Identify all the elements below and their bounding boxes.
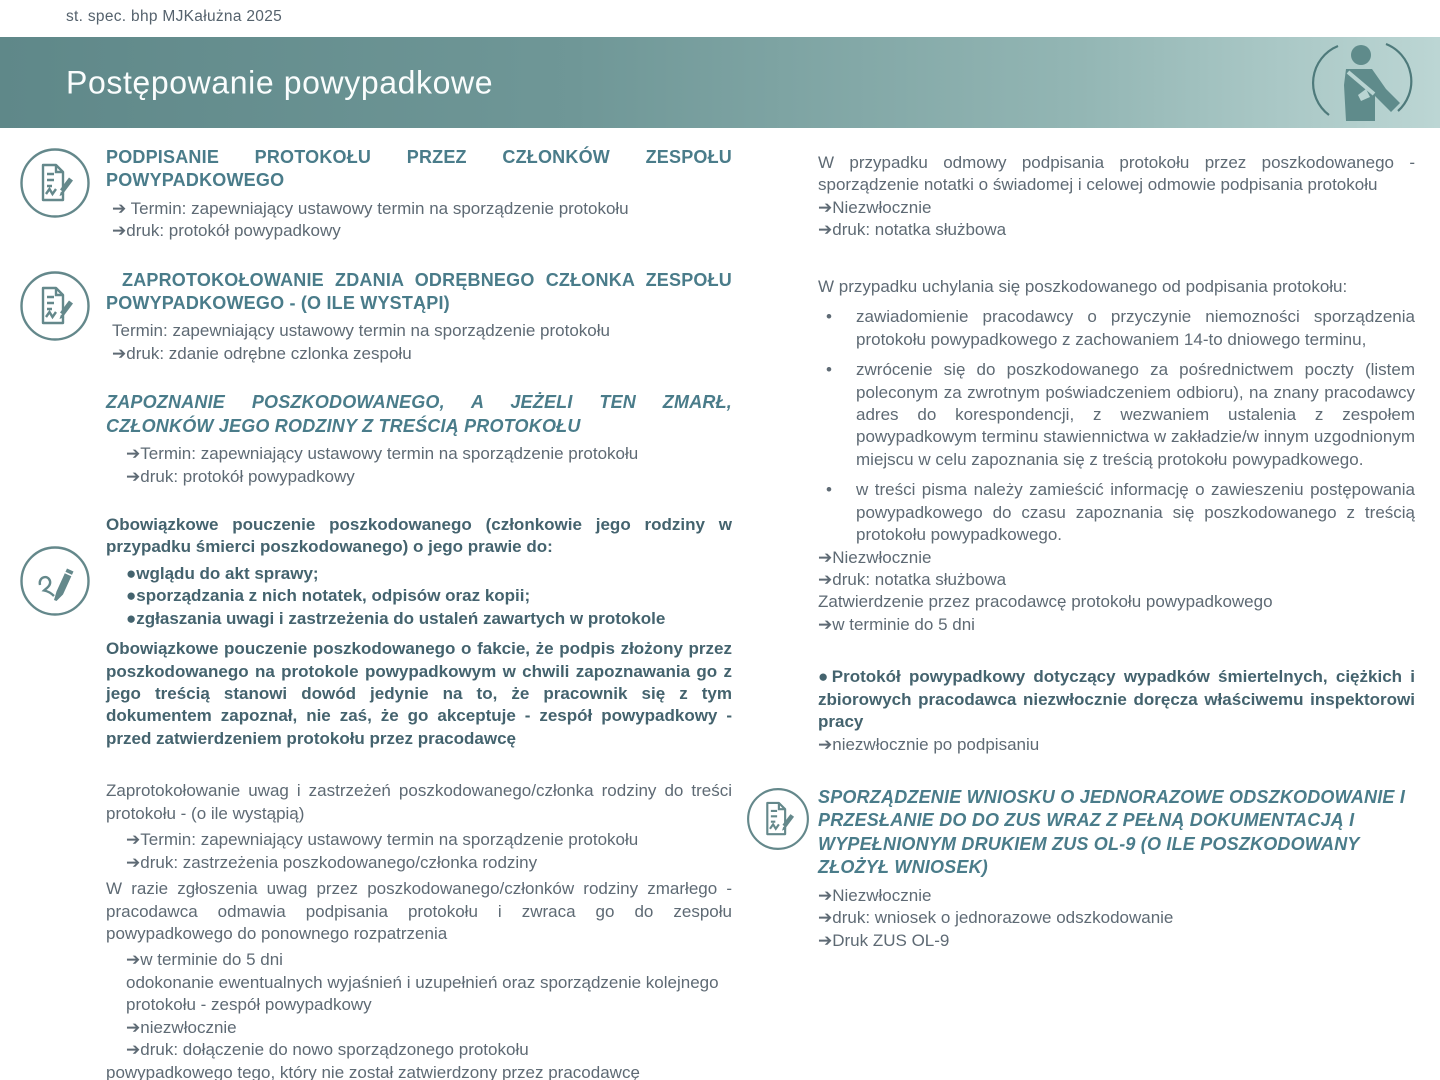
term-line: Termin: zapewniający ustawowy termin na sporządzenie protokołu <box>112 321 610 341</box>
arrow-line: ➔niezwłocznie <box>126 1017 237 1037</box>
section-heading: SPORZĄDZENIE WNIOSKU O JEDNORAZOWE ODSZKODOWANIE I PRZESŁANIE DO DO ZUS WRAZ Z PEŁNĄ DOKUMENTACJĄ I WYPEŁNIONYM DRUKIEM ZUS OL-9 (O ILE POSZKODOWANY ZŁOŻYŁ WNIOSEK) <box>818 787 1406 878</box>
druk-line: ➔druk: wniosek o jednorazowe odszkodowanie <box>818 908 1174 928</box>
bullet-marker: • <box>826 480 832 500</box>
paragraph: Zatwierdzenie przez pracodawcę protokołu powypadkowego <box>818 592 1273 612</box>
title-band <box>0 37 1440 128</box>
list-item <box>818 359 1415 471</box>
arrow-line: ➔Niezwłocznie <box>818 197 932 217</box>
term-line: ➔ Termin: zapewniający ustawowy termin na sporządzenie protokołu <box>112 198 629 218</box>
druk-line: ➔druk: protokół powypadkowy <box>126 466 355 486</box>
section-heading: ZAPROTOKOŁOWANIE ZDANIA ODRĘBNEGO CZŁONKA ZESPOŁU POWYPADKOWEGO - (O ILE WYSTĄPI) <box>106 269 732 314</box>
term-line: ➔Termin: zapewniający ustawowy termin na sporządzenie protokołu <box>126 444 639 464</box>
paragraph: ●Protokół powypadkowy dotyczący wypadków śmiertelnych, ciężkich i zbiorowych pracodawca niezwłocznie doręcza właściwemu inspektorowi pracy <box>818 667 1415 732</box>
right-column <box>745 152 1415 952</box>
section-obowiazkowe-pouczenie <box>18 514 732 750</box>
bullet-text: w treści pisma należy zamieścić informację o zawieszeniu postępowania powypadkowego do czasu zapoznania się poszkodowanego z treścią protokołu powypadkowego. <box>856 480 1415 545</box>
sub-bullet-line: odokonanie ewentualnych wyjaśnień i uzupełnień oraz sporządzenie kolejnego protokołu - zespół powypadkowy <box>126 972 719 1015</box>
paragraph: Zaprotokołowanie uwag i zastrzeżeń poszkodowanego/członka rodziny do treści protokołu - (o ile wystąpią) <box>106 781 732 823</box>
arrow-line: ➔niezwłocznie po podpisaniu <box>818 734 1040 754</box>
document-signature-icon <box>745 786 818 852</box>
term-line: ➔Termin: zapewniający ustawowy termin na sporządzenie protokołu <box>126 830 639 850</box>
bullet-marker: • <box>826 360 832 380</box>
section-zaprotokolowanie-uwag <box>18 780 732 1080</box>
document-signature-icon <box>18 269 106 343</box>
paragraph: W przypadku odmowy podpisania protokołu przez poszkodowanego - sporządzenie notatki o świadomej i celowej odmowie podpisania protokołu <box>818 153 1415 195</box>
paragraph: W przypadku uchylania się poszkodowanego od podpisania protokołu: <box>818 276 1348 296</box>
bullet-item: ●wglądu do akt sprawy; <box>126 563 319 583</box>
bullet-item: ●sporządzania z nich notatek, odpisów oraz kopii; <box>126 586 531 606</box>
list-item <box>818 306 1415 351</box>
arrow-line: ➔w terminie do 5 dni <box>126 950 283 970</box>
druk-line: ➔druk: notatka służbowa <box>818 570 1007 589</box>
druk-line: ➔druk: protokół powypadkowy <box>112 221 341 241</box>
page-title: Postępowanie powypadkowe <box>66 64 494 100</box>
druk-line: ➔druk: zdanie odrębne czlonka zespołu <box>112 343 412 363</box>
section-zaprotokolowanie-zdania <box>18 269 732 366</box>
continuation-line: powypadkowego tego, który nie został zatwierdzony przez pracodawcę <box>106 1062 640 1080</box>
druk-line: ➔druk: notatka służbowa <box>818 220 1007 240</box>
section-zapoznanie-poszkodowanego <box>18 391 732 488</box>
pen-signature-icon <box>18 544 106 618</box>
section-uchylanie-sie <box>745 276 1415 637</box>
section-protokol-smiertelne <box>745 666 1415 756</box>
bullet-text: zwrócenie się do poszkodowanego za pośrednictwem poczty (listem poleconym za zwrotnym poświadczeniem odbioru), na znany pracodawcy adres do korespondencji, z wezwaniem ustalenia z zespołem powypadkowym terminu stawiennictwa w zakładzie/w innym uzgodnionym miejscu w celu zapoznania się z treścią protokołu powypadkowego. <box>856 360 1415 469</box>
bullet-item: ●zgłaszania uwagi i zastrzeżenia do ustaleń zawartych w protokole <box>126 608 666 628</box>
list-item <box>818 479 1415 546</box>
druk-line: ➔druk: dołączenie do nowo sporządzonego protokołu <box>126 1040 529 1060</box>
left-column <box>18 146 732 1080</box>
bullet-text: zawiadomienie pracodawcy o przyczynie niemozności sporządzenia protokołu powypadkowego z zachowaniem 14-to dniowego terminu, <box>856 307 1415 349</box>
pouczenie-paragraph: Obowiązkowe pouczenie poszkodowanego o fakcie, że podpis złożony przez poszkodowanego na protokole powypadkowym w chwili zapoznawania go z jego treścią stanowi dowód jedynie na to, że pracownik się z tym dokumentem zapoznał, nie zaś, że go akceptuje - zespół powypadkowy - przed zatwierdzeniem protokołu przez pracodawcę <box>106 639 732 748</box>
slide-footer-credit: st. spec. bhp MJKałużna 2025 <box>66 8 283 25</box>
druk-line: ➔druk: zastrzeżenia poszkodowanego/członka rodziny <box>126 852 538 872</box>
section-podpisanie-protokolu <box>18 146 732 243</box>
section-odmowa-podpisania <box>745 152 1415 242</box>
druk-line: ➔Druk ZUS OL-9 <box>818 930 950 950</box>
section-wniosek-zus <box>745 786 1415 952</box>
arrow-line: ➔Niezwłocznie <box>818 547 932 567</box>
injured-person-icon <box>1296 39 1430 127</box>
bullet-marker: • <box>826 307 832 327</box>
arrow-line: ➔Niezwłocznie <box>818 885 932 905</box>
pouczenie-intro: Obowiązkowe pouczenie poszkodowanego (członkowie jego rodziny w przypadku śmierci poszkodowanego) o jego prawie do: <box>106 514 732 557</box>
document-signature-icon <box>18 146 106 220</box>
paragraph: W razie zgłoszenia uwag przez poszkodowanego/członków rodziny zmarłego - pracodawca odmawia podpisania protokołu i zwraca go do zespołu powypadkowego do ponownego rozpatrzenia <box>106 879 732 943</box>
section-heading: PODPISANIE PROTOKOŁU PRZEZ CZŁONKÓW ZESPOŁU POWYPADKOWEGO <box>106 147 732 191</box>
arrow-line: ➔w terminie do 5 dni <box>818 614 975 634</box>
section-heading: ZAPOZNANIE POSZKODOWANEGO, A JEŻELI TEN ZMARŁ, CZŁONKÓW JEGO RODZINY Z TREŚCIĄ PROTOKOŁU <box>106 392 732 436</box>
